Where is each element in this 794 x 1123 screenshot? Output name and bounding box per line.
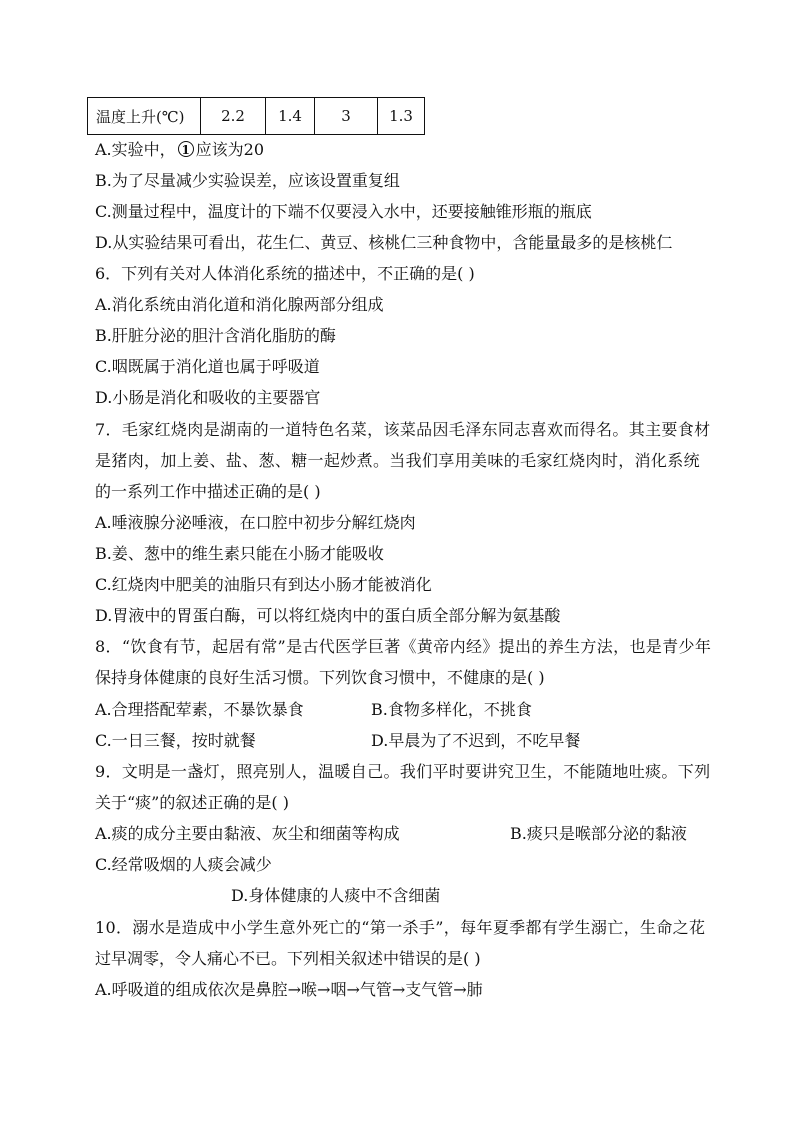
q10-stem-line-1: 10．溺水是造成中小学生意外死亡的“第一杀手”，每年夏季都有学生溺亡，生命之花 — [95, 918, 706, 937]
temperature-table — [87, 97, 425, 135]
q7-option-d: D.胃液中的胃蛋白酶，可以将红烧肉中的蛋白质全部分解为氨基酸 — [95, 606, 561, 625]
q7-option-c: C.红烧肉中肥美的油脂只有到达小肠才能被消化 — [95, 575, 432, 594]
q9-option-a: A.痰的成分主要由黏液、灰尘和细菌等构成 — [95, 824, 400, 843]
q6-option-a: A.消化系统由消化道和消化腺两部分组成 — [95, 295, 384, 314]
q7-option-a: A.唾液腺分泌唾液，在口腔中初步分解红烧肉 — [95, 513, 416, 532]
q8-stem-line-1: 8．“饮食有节，起居有常”是古代医学巨著《黄帝内经》提出的养生方法，也是青少年 — [95, 637, 712, 656]
q8-stem-line-2: 保持身体健康的良好生活习惯。下列饮食习惯中，不健康的是( ) — [95, 668, 545, 687]
q9-option-d: D.身体健康的人痰中不含细菌 — [231, 886, 441, 905]
q10-stem-line-2: 过早凋零，令人痛心不已。下列相关叙述中错误的是( ) — [95, 949, 481, 968]
q6-option-c: C.咽既属于消化道也属于呼吸道 — [95, 357, 320, 376]
q6-stem: 6．下列有关对人体消化系统的描述中，不正确的是( ) — [95, 264, 475, 283]
circled-number-one: 1 — [178, 141, 194, 157]
option-text: A.实验中， — [95, 140, 176, 159]
q6-option-d: D.小肠是消化和吸收的主要器官 — [95, 388, 321, 407]
q8-option-b: B.食物多样化，不挑食 — [371, 700, 532, 719]
q5-option-b: B.为了尽量减少实验误差，应该设置重复组 — [95, 171, 400, 190]
q9-option-c: C.经常吸烟的人痰会减少 — [95, 855, 272, 874]
q5-option-c: C.测量过程中，温度计的下端不仅要浸入水中，还要接触锥形瓶的瓶底 — [95, 202, 592, 221]
table-row — [88, 98, 425, 135]
q7-stem-line-3: 的一系列工作中描述正确的是( ) — [95, 482, 321, 501]
table-header-cell: 温度上升(℃) — [88, 98, 201, 135]
q7-option-b: B.姜、葱中的维生素只能在小肠才能吸收 — [95, 544, 384, 563]
q10-option-a: A.呼吸道的组成依次是鼻腔→喉→咽→气管→支气管→肺 — [95, 980, 483, 999]
q6-option-b: B.肝脏分泌的胆汁含消化脂肪的酶 — [95, 326, 336, 345]
q9-stem-line-2: 关于“痰”的叙述正确的是( ) — [95, 793, 289, 812]
q5-option-a — [95, 140, 264, 160]
table-cell: 3 — [315, 98, 378, 135]
table-cell: 1.4 — [266, 98, 315, 135]
table-cell: 1.3 — [378, 98, 425, 135]
q8-option-d: D.早晨为了不迟到，不吃早餐 — [371, 731, 581, 750]
table-cell: 2.2 — [201, 98, 266, 135]
q9-option-b: B.痰只是喉部分泌的黏液 — [510, 824, 687, 843]
q5-option-d: D.从实验结果可看出，花生仁、黄豆、核桃仁三种食物中，含能量最多的是核桃仁 — [95, 233, 673, 252]
option-text: 应该为20 — [195, 140, 265, 159]
q9-stem-line-1: 9．文明是一盏灯，照亮别人，温暖自己。我们平时要讲究卫生，不能随地吐痰。下列 — [95, 762, 711, 781]
q7-stem-line-1: 7．毛家红烧肉是湖南的一道特色名菜，该菜品因毛泽东同志喜欢而得名。其主要食材 — [95, 420, 711, 439]
q8-option-c: C.一日三餐，按时就餐 — [95, 731, 256, 750]
q8-option-a: A.合理搭配荤素，不暴饮暴食 — [95, 700, 304, 719]
q7-stem-line-2: 是猪肉，加上姜、盐、葱、糖一起炒煮。当我们享用美味的毛家红烧肉时，消化系统 — [95, 451, 700, 470]
